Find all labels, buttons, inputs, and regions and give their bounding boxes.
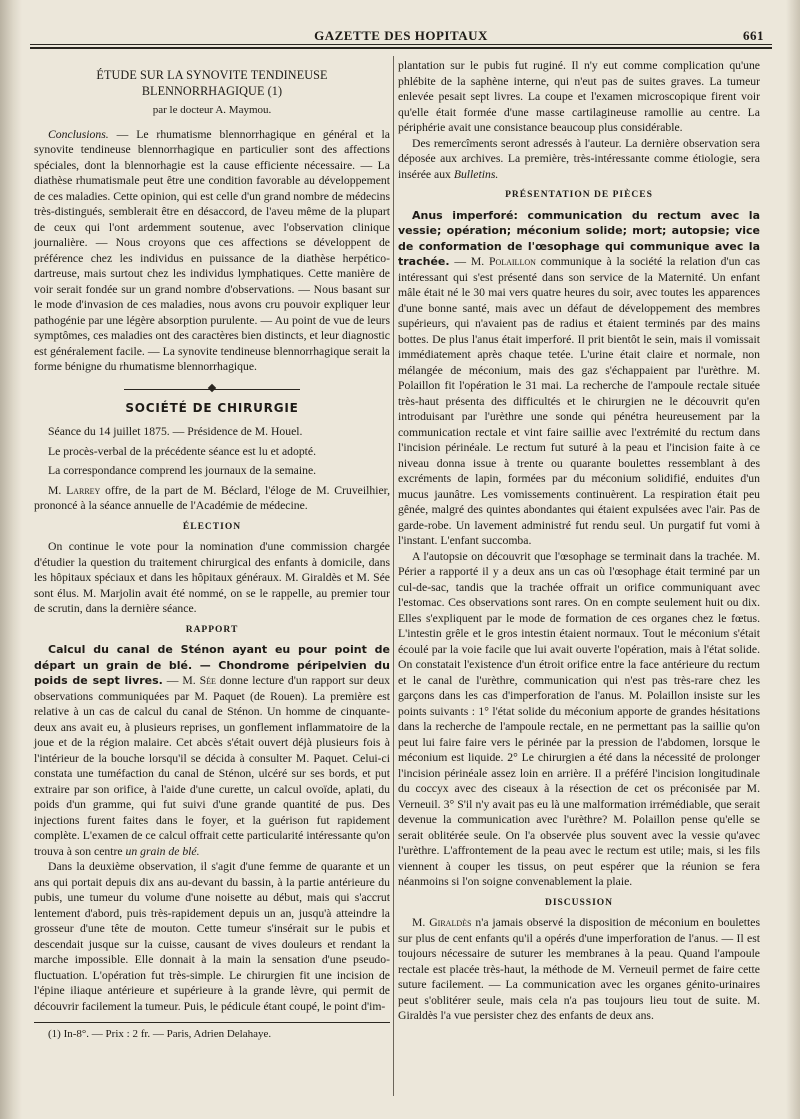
remerciements-paragraph xyxy=(398,136,760,183)
footnote-rule xyxy=(34,1022,390,1023)
conclusions-label: Conclusions. xyxy=(48,127,109,141)
discussion-title: DISCUSSION xyxy=(544,897,614,908)
remerciements-text: Des remercîments seront adressés à l'auteur. La dernière observation sera déposée aux archives. La première, très-intéressante comme étiologie, sera insérée aux xyxy=(398,136,760,181)
rapport-emphasis: un grain de blé. xyxy=(125,844,200,858)
larrey-paragraph xyxy=(34,483,390,514)
discussion-paragraph xyxy=(398,915,760,1024)
discussion-text: n'a jamais observé la disposition de méconium en boulettes sur plus de cent enfants qu'il a opérés d'une imperforation de l'anus. — Il est toujours nécessaire de suturer les membranes à la peau. Quand l'ampoule rectale est placée très-haut, la méthode de M. Verneuil permet de faire cette suture facilement. — La communication avec les organes génito-urinaires peut s'oblitérer seule, mais cela n'a pas toujours lieu tout de suite. M. Giraldès l'a vue persister chez des enfants de deux ans. xyxy=(398,916,760,1022)
article-title: ÉTUDE SUR LA SYNOVITE TENDINEUSE BLENNORRHAGIQUE (1) xyxy=(96,68,328,98)
header-rule-thin xyxy=(30,44,772,45)
page-header xyxy=(30,26,772,46)
conclusions-paragraph xyxy=(34,127,390,375)
proces-verbal-paragraph: Le procès-verbal de la précédente séance est lu et adopté. xyxy=(48,444,317,458)
article-byline: par le docteur A. Maymou. xyxy=(152,104,272,116)
anus-paragraph: Anus imperforé: communication du rectum avec la vessie; opération; méconium solide; mort; autopsie; vice de conformation de l'œsophage qui communique avec la trachée. — M. Polaillon communique à la société la relation d'un cas intéressant qui s'est présenté dans son service de la Maternité. Un enfant mâle était né le 30 mai vers quatre heures du soir, avec toutes les apparences d'une bonne santé, mais avec un défaut de développement des membres supérieurs, qui n'avaient pas de radius et étaient terminés par des mains bottes. De plus l'anus était imperforé. Il prit bientôt le sein, mais il vomissait immédiatement après chaque tetée. L'urine était claire et normale, non mélangée de méconium, mais des gaz s'échappaient par l'urèthre. M. Polaillon fit l'opération le 31 mai. La recherche de l'ampoule rectale située très-haut présenta des difficultés et le chirurgien ne le découvrit qu'en introduisant par l'urèthre une sonde qui pénétra heureusement par la communication rectale et vint faire saillie avec l'extrémité du rectum dans l'incision périnéale. Le rectum fut suturé à la peau et l'incision faite à ce niveau donna issue à trente ou quarante boulettes ressemblant à des excréments de lapin, formées par du méconium solidifié, enduites d'un mucus jaunâtre. Les vomissements continuèrent. La respiration était peu gênée, malgré des quintes abondantes qui étaient expulsées avec l'air. Pas de garde-robe. Un lavement administré fut rendu seul. Un purgatif fut vomi à l'instant. L'enfant succomba. xyxy=(398,208,761,547)
correspondance-paragraph: La correspondance comprend les journaux de la semaine. xyxy=(48,464,317,477)
larrey-text: offre, de la part de M. Béclard, l'éloge de M. Cruveilhier, prononcé à la séance annuelle de l'Académie de médecine. xyxy=(34,483,390,512)
left-column xyxy=(34,58,390,1043)
continuation-paragraph: plantation sur le pubis fut ruginé. Il n'y eut comme complication qu'une phlébite de la saphène interne, qui n'eut pas de suites graves. La tumeur enlevée pesait sept livres. La coupe et l'examen microscopique firent voir qu'elle était formée d'une masse cartilagineuse ramollie au centre. La périphérie avait une consistance beaucoup plus considérable. xyxy=(398,59,760,134)
polaillon-name: M. Polaillon xyxy=(470,255,536,268)
seance-line: Séance du 14 juillet 1875. — Présidence de M. Houel. xyxy=(48,425,303,438)
presentation-title: PRÉSENTATION DE PIÈCES xyxy=(505,190,653,200)
bulletins-emphasis: Bulletins. xyxy=(453,167,499,181)
anus-heading: Anus imperforé: communication du rectum avec la vessie; opération; méconium solide; mort; autopsie; vice de conformation de l'œsophage qui communique avec la trachée. xyxy=(398,208,760,268)
section-ornament xyxy=(34,385,390,395)
conclusions-text: — Le rhumatisme blennorrhagique en général et la synovite tendineuse blennorrhagique en particulier sont des affections spéciales, dont la blennorhagie est la cause efficiente nécessaire. — La diathèse rhumatismale peut être une condition favorable au développement de ces maladies. Cette opinion, qui est celle d'un grand nombre de médecins très-distingués, semblerait être en désaccord, de l'aveu même de la plupart de ceux qui l'ont ardemment soutenue, avec l'observation clinique journalière. — Nous croyons que ces affections se développent de préférence chez les individus en puissance de la diathèse herpético-dartreuse, mais surtout chez les individus lymphatiques. Cette manière de voir serait fondée sur un grand nombre d'observations. — Nous basant sur le mode d'invasion de ces maladies, nous avons cru pouvoir expliquer leur pathogénie par une légère absorption purulente. — Au point de vue de leurs symptômes, ces maladies ont des caractères bien distincts, et leur diagnostic est généralement facile. — La synovite tendineuse blennorrhagique serait la forme bénigne du rhumatisme blennorrhagique. xyxy=(34,127,390,373)
larrey-name: M. Larrey xyxy=(48,483,101,497)
footnote: (1) In-8°. — Prix : 2 fr. — Paris, Adrien Delahaye. xyxy=(48,1028,272,1040)
header-rule-thick xyxy=(30,47,772,49)
page-edge-shadow xyxy=(786,0,800,1119)
election-title: ÉLECTION xyxy=(182,521,242,532)
rapport-text-1: donne lecture d'un rapport sur deux observations communiquées par M. Paquet (de Rouen). La première est relative à un cas de calcul du canal de Sténon. Un homme de cinquante-deux ans avait eu, à plusieurs reprises, un gonflement inflammatoire de la joue et de la région malaire. Cet abcès s'était ouvert déjà plusieurs fois à l'intérieur de la bouche lorsqu'il se décida à consulter M. Paquet. Celui-ci constata une tuméfaction du canal de Sténon, ulcéré sur ses bords, et put extraire par son orifice, à l'aide d'une curette, un calcul ovoïde, aplati, du poids d'un gramme, qui fut suivi d'une grande quantité de pus. Des injections furent faites dans le foyer, et la guérison fut rapidement complète. L'examen de ce calcul offrait cette particularité intéressante qu'on trouva à son centre xyxy=(34,674,391,858)
ornament-diamond-icon xyxy=(208,383,216,391)
rapport-heading: Calcul du canal de Sténon ayant eu pour point de départ un grain de blé. — Chondrome péripelvien du poids de sept livres. xyxy=(34,643,390,687)
rapport-title: RAPPORT xyxy=(185,624,239,635)
rapport-paragraph-1: Calcul du canal de Sténon ayant eu pour point de départ un grain de blé. — Chondrome péripelvien du poids de sept livres. — M. Sée donne lecture d'un rapport sur deux observations communiquées par M. Paquet (de Rouen). La première est relative à un cas de calcul du canal de Sténon. Un homme de cinquante-deux ans avait eu, à plusieurs reprises, un gonflement inflammatoire de la joue et de la région malaire. Cet abcès s'était ouvert déjà plusieurs fois à l'intérieur de la bouche lorsqu'il se décida à consulter M. Paquet. Celui-ci constata une tuméfaction du canal de Sténon, ulcéré sur ses bords, et put extraire par son orifice, à l'aide d'une curette, un calcul ovoïde, aplati, du poids d'un gramme, qui fut suivi d'une grande quantité de pus. Des injections furent faites dans le foyer, et la guérison fut rapidement complète. L'examen de ce calcul offrait cette particularité intéressante qu'on trouva à son centre un grain de blé. xyxy=(34,643,391,858)
polaillon-text: communique à la société la relation d'un cas intéressant qui s'est présenté dans son service de la Maternité. Un enfant mâle était né le 30 mai vers quatre heures du soir, avec toutes les apparences d'une bonne santé, mais avec un défaut de développement des membres supérieurs, qui n'avaient pas de radius et étaient terminés par des mains bottes. De plus l'anus était imperforé. Il prit bientôt le sein, mais il vomissait immédiatement après chaque tetée. L'urine était claire et normale, non mélangée de méconium, mais des gaz s'échappaient par l'urèthre. M. Polaillon fit l'opération le 31 mai. La recherche de l'ampoule rectale située très-haut présenta des difficultés et le chirurgien ne le découvrit qu'en introduisant par l'urèthre une sonde qui pénétra heureusement par la communication rectale et vint faire saillie avec l'extrémité du rectum dans l'incision périnéale. Le rectum fut suturé à la peau et l'incision faite à ce niveau donna issue à trente ou quarante boulettes ressemblant à des excréments de lapin, formées par du méconium solidifié, enduites d'un mucus jaunâtre. Les vomissements continuèrent. La respiration était peu gênée, malgré des quintes abondantes qui étaient expulsées avec l'air. Pas de garde-robe. Un lavement administré fut rendu seul. Un purgatif fut vomi à l'instant. L'enfant succomba. xyxy=(398,255,761,547)
page-number: 661 xyxy=(743,28,764,43)
rapport-paragraph-2: Dans la deuxième observation, il s'agit d'une femme de quarante et un ans qui portait depuis dix ans au-devant du bassin, à la partie antérieure du pubis, une tumeur du volume d'une noisette au début, mais qui s'accrut lentement d'abord, puis très-rapidement depuis un an, jusqu'à atteindre la grosseur d'une tête de mouton. Cette tumeur s'insérait sur le pubis et descendait jusque sur la cuisse, causant de vives douleurs et rendant la marche impossible. Elle donnait à la main la sensation d'une pseudo-fluctuation. L'opération fut très-simple. Le chirurgien fit une incision de l'épine iliaque antérieure et supérieure à la grande lèvre, qui permit de découvrir facilement la tumeur. Puis, le pédicule étant coupé, le point d'im- xyxy=(34,860,390,1013)
page-gutter-shadow xyxy=(0,0,22,1119)
journal-title: GAZETTE DES HOPITAUX xyxy=(314,28,488,43)
column-divider xyxy=(393,56,394,1096)
see-name: M. Sée xyxy=(182,674,216,687)
society-title: SOCIÉTÉ DE CHIRURGIE xyxy=(125,400,299,415)
autopsie-paragraph: A l'autopsie on découvrit que l'œsophage se terminait dans la trachée. M. Périer a rapporté il y a deux ans un cas où l'œsophage était terminé par un cul-de-sac, tandis que la trachée offrait un orifice communiquant avec l'estomac. Ces observations sont rares. On en compte seulement huit ou dix. Elles s'expliquent par le mode de formation de ces organes chez le fœtus. L'intestin grêle et le gros intestin étaient normaux. Tout le méconium s'était écoulé par la voie facile que lui avait ouverte l'opération, mais à l'état solide. On constatait l'existence d'un étroit orifice entre la face antérieure du rectum et le canal de l'urèthre, communication qui n'est pas très-rare chez les garçons dans les cas d'imperforation de l'anus. M. Polaillon insiste sur les points suivants : 1° l'état solide du méconium apporte de grandes hésitations dans la recherche de l'ampoule rectale, en ne permettant pas la saillie qu'on peut lui faire faire vers le périnée par la pression de l'abdomen, lorsque le méconium est liquide. 2° Le chirurgien a été dans la nécessité de prolonger l'incision périnéale assez loin en arrière. Il a préféré l'incision longitudinale du coccyx avec des ciseaux à la résection de cet os préconisée par M. Verneuil. 3° S'il n'y avait pas eu là une malformation irrémédiable, que serait devenue la communication avec l'urèthre? M. Polaillon pense qu'elle se serait oblitérée seule. On l'a observée plus souvent avec la vessie qu'avec l'urèthre. L'affrontement de la peau avec le rectum est utile; mais, si les fils viennent à couper les tissus, on peut espérer que la réunion se fera néanmoins si l'on soigne convenablement la plaie. xyxy=(398,549,760,888)
right-column xyxy=(398,58,760,1024)
giraldes-name: M. Giraldès xyxy=(412,916,472,929)
election-paragraph: On continue le vote pour la nomination d'une commission chargée d'étudier la question du traitement chirurgical des enfants à domicile, dans les hôpitaux spéciaux et dans les hôpitaux généraux. M. Giraldès et M. Sée sont élus. M. Marjolin avait été nommé, on se le rappelle, au premier tour de scrutin, dans la dernière séance. xyxy=(34,540,390,615)
